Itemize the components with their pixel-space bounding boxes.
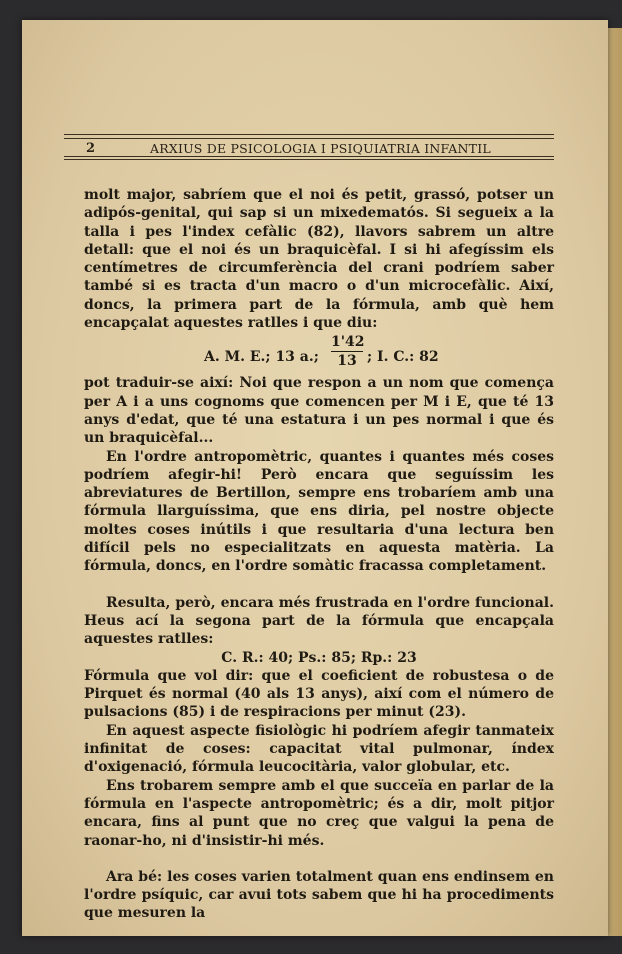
formula-left: A. M. E.; 13 a.; xyxy=(204,349,319,366)
fraction-denominator: 13 xyxy=(337,353,357,370)
paragraph: pot traduir-se així: Noi que respon a un nom que comença per A i a uns cognoms que comencen per M i E, que té 13 anys d'edat, que té una estatura i un pes normal i que és un braquicèfal... xyxy=(84,375,554,447)
running-head: ARXIUS DE PSICOLOGIA I PSIQUIATRIA INFANTIL xyxy=(150,141,491,156)
paragraph: En l'ordre antropomètric, quantes i quantes més coses podríem afegir-hi! Però encara que seguíssim les abreviatures de Bertillon, sempre ens trobaríem amb una fórmula llarguíssima, que ens diria, pel nostre objecte moltes coses inútils i que resultaria d'una lectura ben difícil pels no especialitzats en aquesta matèria. La fórmula, doncs, en l'ordre somàtic fracassa completament. xyxy=(84,448,554,575)
formula xyxy=(84,334,554,374)
paragraph: molt major, sabríem que el noi és petit, grassó, potser un adipós-genital, qui sap si un mixedematós. Si segueix a la talla i pes l'index cefàlic (82), llavors sabrem un altre detall: que el noi és un braquicèfal. I si hi afegíssim els centímetres de circumferència del crani podríem saber també si es tracta d'un macro o d'un microcefàlic. Així, doncs, la primera part de la fórmula, amb què hem encapçalat aquestes ratlles i que diu: xyxy=(84,187,554,332)
header-rule xyxy=(64,138,554,139)
page-header xyxy=(64,134,554,160)
paragraph: En aquest aspecte fisiològic hi podríem afegir tanmateix infinitat de coses: capacitat vital pulmonar, índex d'oxigenació, fórmula leucocitària, valor globular, etc. xyxy=(84,722,554,776)
header-rule xyxy=(64,159,554,160)
paragraph: Resulta, però, encara més frustrada en l'ordre funcional. Heus ací la segona part de la fórmula que encapçala aquestes ratlles: xyxy=(84,594,554,648)
body-text xyxy=(84,186,554,923)
header-rule xyxy=(64,156,554,157)
formula-second: C. R.: 40; Ps.: 85; Rp.: 23 xyxy=(221,649,417,666)
fraction-bar xyxy=(331,351,363,352)
paragraph: Fórmula que vol dir: que el coeficient de robustesa o de Pirquet és normal (40 als 13 anys), així com el número de pulsacions (85) i de respiracions per minut (23). xyxy=(84,667,554,721)
header-rule xyxy=(64,134,554,135)
formula-fraction xyxy=(331,334,363,369)
paragraph: Ara bé: les coses varien totalment quan ens endinsem en l'ordre psíquic, car avui tots sabem que hi ha procediments que mesuren la xyxy=(84,868,554,922)
fraction-numerator: 1'42 xyxy=(331,334,365,351)
formula-right: ; I. C.: 82 xyxy=(367,349,439,366)
page-number: 2 xyxy=(86,141,96,156)
paragraph: Ens trobarem sempre amb el que succeïa en parlar de la fórmula en l'aspecte antropomètric; és a dir, molt pitjor encara, fins al punt que no creç que valgui la pena de raonar-ho, ni d'insistir-hi més. xyxy=(84,777,554,849)
